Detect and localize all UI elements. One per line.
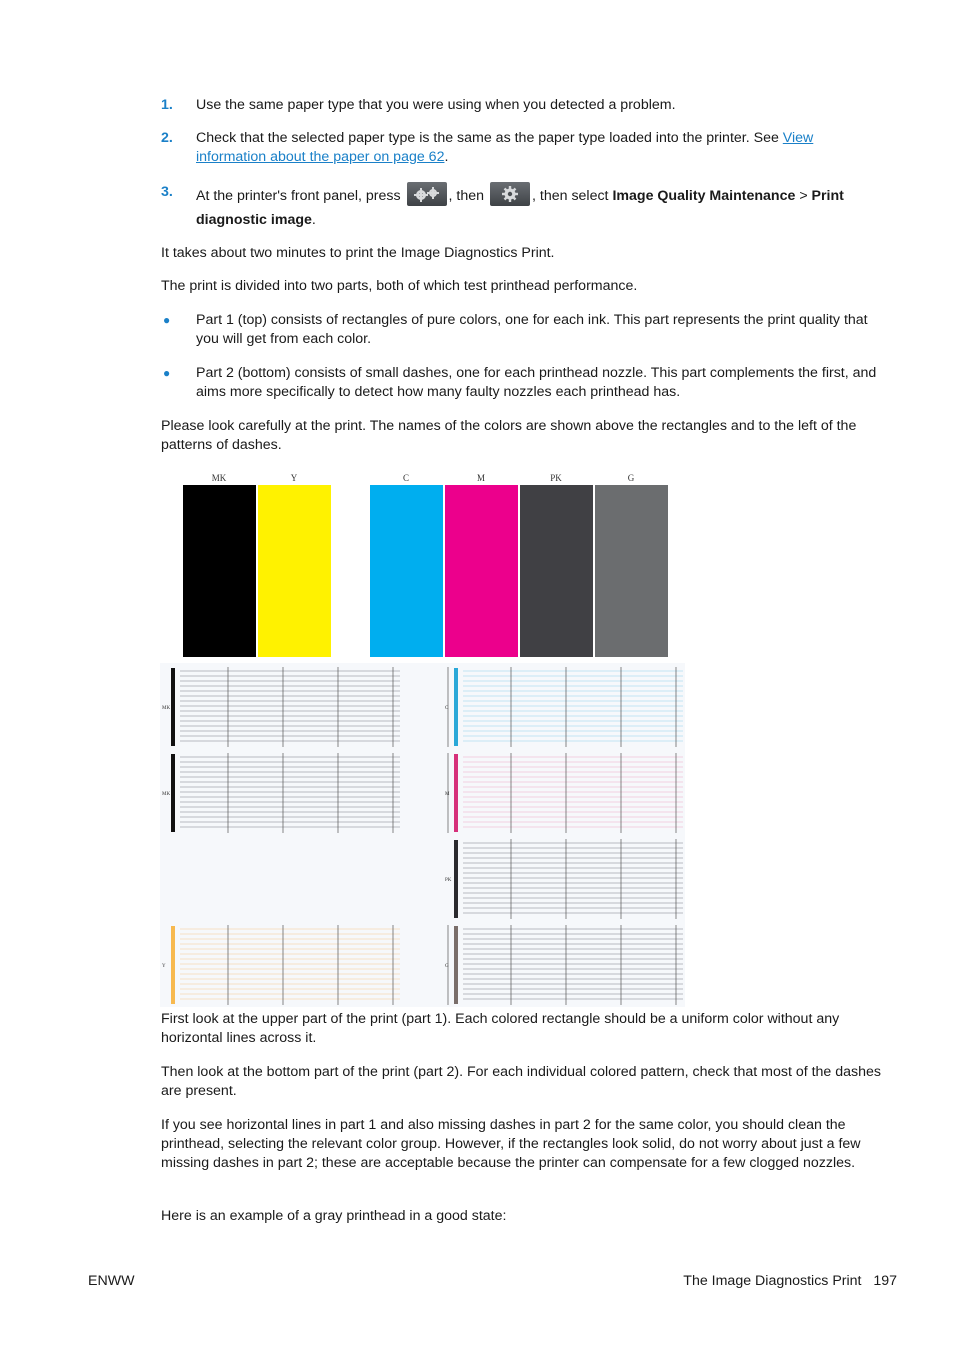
pattern-label: Y [162,964,166,969]
image-diagnostics-print-figure [160,470,685,1007]
pattern-label: G [445,964,449,969]
nozzle-color-bar [454,668,458,746]
paragraph-part-2-check: Then look at the bottom part of the print (part 2). For each individual colored pattern, check that most of the dashes are present. [161,1064,882,1099]
step-3-text-d: . [311,212,316,229]
pattern-label: PK [445,878,452,883]
footer-left-label: ENWW [88,1273,135,1289]
nozzle-color-bar [171,668,175,746]
color-rectangle-pk [520,485,593,657]
nozzle-color-bar [454,754,458,832]
menu-separator: > [795,188,812,204]
menu-image-quality-maintenance: Image Quality Maintenance [612,188,796,204]
color-rectangle-g [595,485,668,657]
pattern-label: M [445,792,450,797]
rectangle-label: G [627,473,635,483]
rectangle-label: PK [550,473,562,483]
paragraph-parts: The print is divided into two parts, both of which test printhead performance. [161,278,638,294]
paragraph-gray-example: Here is an example of a gray printhead in a good state: [161,1208,507,1224]
pattern-label: MK [162,792,171,797]
gears-icon [407,182,447,206]
nozzle-color-bar [171,926,175,1004]
footer-section-title: The Image Diagnostics Print [683,1273,862,1289]
bullet-dot: ● [163,366,171,380]
nozzle-color-bar [454,926,458,1004]
step-text-3 [196,184,886,232]
pattern-label: MK [162,706,171,711]
bullet-part-1: Part 1 (top) consists of rectangles of pure colors, one for each ink. This part represents the print quality that you will get from each color. [196,312,868,347]
step-3-text-a: At the printer's front panel, press [196,188,405,204]
paper-info-link[interactable]: View information about the paper on page 62 [196,130,814,165]
step-text-1: Use the same paper type that you were using when you detected a problem. [196,97,676,113]
bullet-part-2: Part 2 (bottom) consists of small dashes, one for each printhead nozzle. This part complements the first, and aims more specifically to detect how many faulty nozzles each printhead has. [196,365,877,400]
color-rectangle-mk [183,485,256,657]
paragraph-look-carefully: Please look carefully at the print. The names of the colors are shown above the rectangles and to the left of the patterns of dashes. [161,418,857,453]
step-number-1: 1. [161,97,173,113]
rectangle-label: Y [290,473,298,483]
nozzle-color-bar [454,840,458,918]
color-rectangle-c [370,485,443,657]
rectangle-label: MK [211,473,227,483]
menu-print-diagnostic-image: Print diagnostic image [196,188,844,229]
step-text-2 [196,129,886,167]
rectangle-label: C [402,473,410,483]
step-3-text-b: , then [448,188,488,204]
dash-patterns-area [160,663,685,1007]
nozzle-color-bar [171,754,175,832]
step-number-3: 3. [161,184,173,200]
diagnostics-print-svg [160,470,685,1007]
rectangle-label: M [476,473,486,483]
paragraph-duration: It takes about two minutes to print the Image Diagnostics Print. [161,245,555,261]
step-3-text-c: , then select [532,188,613,204]
step-2-text-a: Check that the selected paper type is the same as the paper type loaded into the printer. See [196,130,783,146]
footer-right [683,1272,897,1291]
paragraph-cleaning-advice: If you see horizontal lines in part 1 and also missing dashes in part 2 for the same color, you should clean the printhead, selecting the relevant color group. However, if the rectangles look solid, do not worry about just a few missing dashes in part 2; these are acceptable because the printer can compensate for a few clogged nozzles. [161,1117,861,1171]
color-rectangle-y [258,485,331,657]
pattern-label: C [445,706,449,711]
gear-icon [490,182,530,206]
color-rectangle-m [445,485,518,657]
paragraph-part-1-check: First look at the upper part of the print (part 1). Each colored rectangle should be a uniform color without any horizontal lines across it. [161,1011,840,1046]
step-2-text-b: . [444,149,449,165]
step-number-2: 2. [161,130,173,146]
page-number: 197 [873,1273,897,1289]
bullet-dot: ● [163,313,171,327]
